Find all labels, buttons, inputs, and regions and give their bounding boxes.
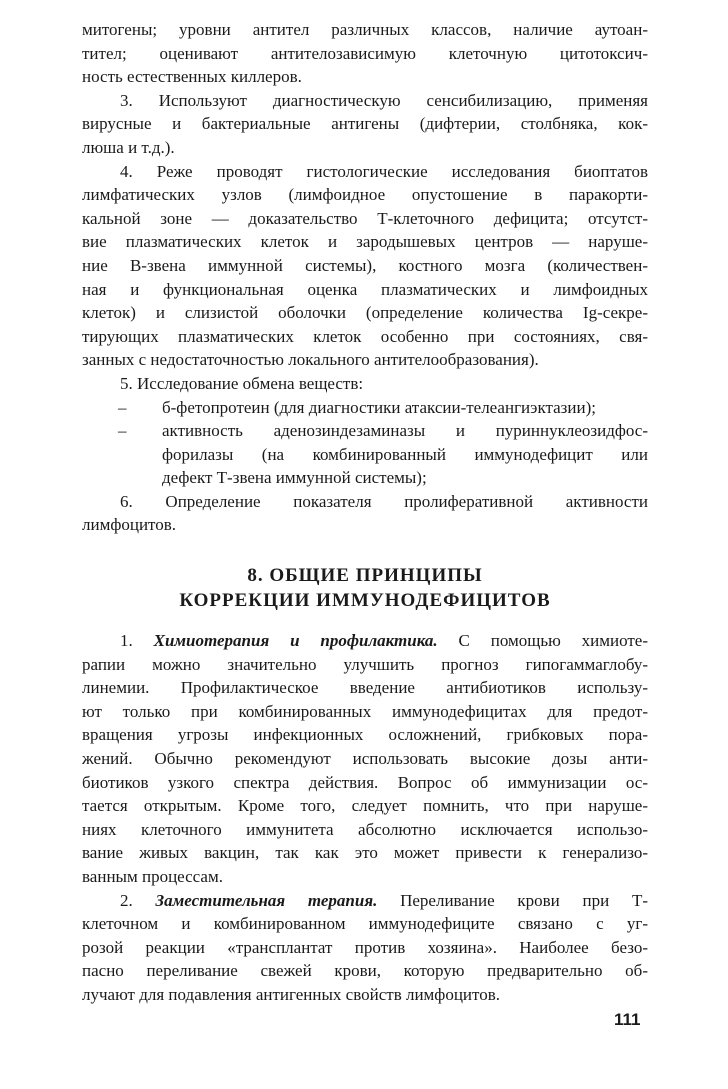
text-line <box>82 889 648 913</box>
text-line: 3. Используют диагностическую сенсибилизацию, применяя <box>120 90 648 110</box>
text-line: митогены; уровни антител различных классов, наличие аутоан- <box>82 20 648 39</box>
text-line: активность аденозиндезаминазы и пуриннуклеозидфос- <box>162 421 648 441</box>
text-line: рапии можно значительно улучшить прогноз гипогаммаглобу- <box>82 654 648 674</box>
text-line: линемии. Профилактическое введение антибиотиков использу- <box>82 678 648 698</box>
text-line: ют только при комбинированных иммунодефицитах для предот- <box>82 701 648 721</box>
section-heading: КОРРЕКЦИИ ИММУНОДЕФИЦИТОВ <box>179 590 551 612</box>
text-run: Переливание крови при Т- <box>377 890 648 910</box>
text-line: тирующих плазматических клеток особенно при состояниях, свя- <box>82 326 648 346</box>
top-paragraph <box>82 18 648 89</box>
text-line: жений. Обычно рекомендуют использовать высокие дозы анти- <box>82 749 648 769</box>
item-number: 1. <box>120 631 154 651</box>
list-item-3 <box>82 89 648 160</box>
text-line: тается открытым. Кроме того, следует помнить, что при наруше- <box>82 796 648 816</box>
text-line: розой реакции «трансплантат против хозяина». Наиболее безо- <box>82 937 648 957</box>
text-line: люша и т.д.). <box>82 137 175 157</box>
text-line: ниях клеточного иммунитета абсолютно исключается использо- <box>82 819 648 839</box>
text-line: лимфоцитов. <box>82 515 177 535</box>
text-line: вие плазматических клеток и зародышевых центров — наруше- <box>82 232 648 252</box>
text-line: вращения угрозы инфекционных осложнений, грибковых пора- <box>82 725 648 745</box>
text-line: вание живых вакцин, так как это может привести к генерализо- <box>82 843 648 863</box>
list-item-6 <box>82 490 648 537</box>
text-line: дефект Т-звена иммунной системы); <box>162 468 427 488</box>
text-line: 6. Определение показателя пролиферативной активности <box>120 491 648 511</box>
text-line: биотиков узкого спектра действия. Вопрос об иммунизации ос- <box>82 772 648 792</box>
text-line: 5. Исследование обмена веществ: <box>120 373 364 393</box>
text-line: ванным процессам. <box>82 867 223 886</box>
item-number: 2. <box>120 890 156 910</box>
text-line: клеток) и слизистой оболочки (определение количества Ig-секре- <box>82 303 648 323</box>
text-line: тител; оценивают антителозависимую клеточную цитотоксич- <box>82 43 648 63</box>
paragraph-replacement-therapy <box>82 889 648 1007</box>
text-line: ние В-звена иммунной системы), костного мозга (количествен- <box>82 255 648 275</box>
text-line: кальной зоне — доказательство Т-клеточного дефицита; отсутст- <box>82 208 648 228</box>
list-item-4 <box>82 160 648 372</box>
text-line: лучают для подавления антигенных свойств лимфоцитов. <box>82 984 501 1004</box>
section-heading: 8. ОБЩИЕ ПРИНЦИПЫ <box>247 565 483 587</box>
text-line: 4. Реже проводят гистологические исследования биоптатов <box>120 161 648 181</box>
bullet-item <box>82 396 648 420</box>
text-line: б-фетопротеин (для диагностики атаксии-телеангиэктазии); <box>162 397 596 417</box>
text-line: занных с недостаточностью локального антителообразования). <box>82 350 539 370</box>
text-run: С помощью химиоте- <box>437 631 648 651</box>
text-line: вирусные и бактериальные антигены (дифтерии, столбняка, кок- <box>82 114 648 134</box>
page-number: 111 <box>614 1010 641 1029</box>
bullet-item <box>82 419 648 443</box>
text-line: пасно переливание свежей крови, которую предварительно об- <box>82 961 648 981</box>
page-content <box>82 18 648 1007</box>
text-line: клеточном и комбинированном иммунодефиците связано с уг- <box>82 914 648 934</box>
dash-marker: – <box>118 421 127 441</box>
text-line <box>82 629 648 653</box>
text-line: ность естественных киллеров. <box>82 67 302 87</box>
dash-marker: – <box>118 397 127 417</box>
term-bold-italic: Заместительная терапия. <box>155 890 378 910</box>
paragraph-chemotherapy <box>82 629 648 889</box>
term-bold-italic: Химиотерапия и профилактика. <box>153 631 438 651</box>
list-item-5 <box>82 372 648 490</box>
text-line: форилазы (на комбинированный иммунодефицит или <box>162 444 648 464</box>
text-line: ная и функциональная оценка плазматических и лимфоидных <box>82 279 648 299</box>
text-line: лимфатических узлов (лимфоидное опустошение в паракорти- <box>82 185 648 205</box>
